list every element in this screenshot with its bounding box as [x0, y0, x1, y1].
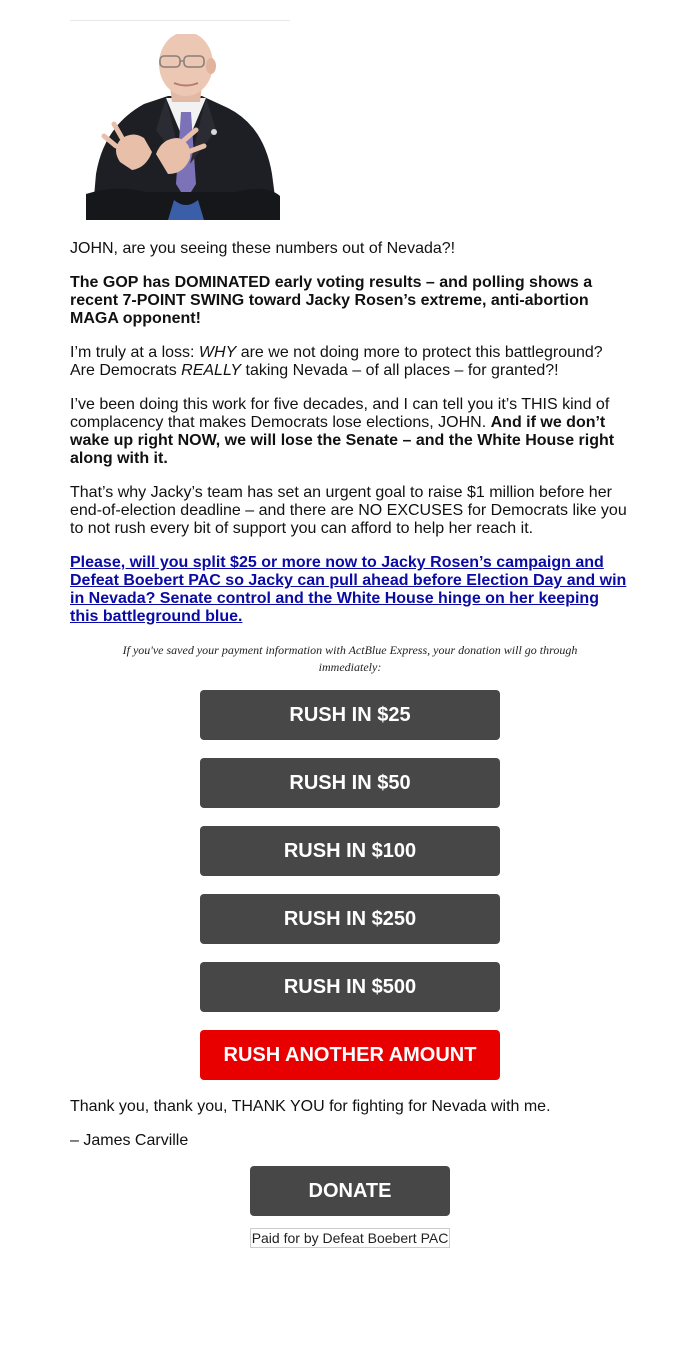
rush-25-button[interactable]: RUSH IN $25	[200, 690, 500, 740]
paragraph-complacency-plain: I’ve been doing this work for five decades, and I can tell you it’s THIS kind of complacency that makes Democrats lose elections, JOHN.	[70, 396, 610, 431]
paragraph-complacency	[70, 396, 630, 468]
paragraph-question-part-1: I’m truly at a loss:	[70, 344, 199, 361]
rush-50-button[interactable]: RUSH IN $50	[200, 758, 500, 808]
paid-for-disclaimer: Paid for by Defeat Boebert PAC	[251, 1230, 449, 1246]
rush-500-button[interactable]: RUSH IN $500	[200, 962, 500, 1012]
james-carville-photo	[86, 34, 280, 220]
rush-250-button[interactable]: RUSH IN $250	[200, 894, 500, 944]
rush-100-button[interactable]: RUSH IN $100	[200, 826, 500, 876]
paragraph-question-part-3: taking Nevada – of all places – for granted?!	[241, 362, 559, 379]
donate-button[interactable]: DONATE	[250, 1166, 450, 1216]
emphasis-really: REALLY	[181, 362, 242, 379]
cta-paragraph	[70, 554, 630, 626]
signature: – James Carville	[70, 1132, 189, 1149]
intro-text: JOHN, are you seeing these numbers out of Nevada?!	[70, 240, 456, 257]
paragraph-complacency-bold: And if we don’t wake up right NOW, we will lose the Senate – and the White House right along with it.	[70, 414, 615, 467]
paragraph-goal: That’s why Jacky’s team has set an urgent goal to raise $1 million before her end-of-election deadline – and there are NO EXCUSES for Democrats like you to not rush every bit of support you can afford to help her reach it.	[70, 484, 627, 537]
portrait-illustration	[86, 34, 280, 220]
top-divider	[70, 20, 290, 21]
thanks-text: Thank you, thank you, THANK YOU for fighting for Nevada with me.	[70, 1098, 551, 1115]
rush-another-amount-button[interactable]: RUSH ANOTHER AMOUNT	[200, 1030, 500, 1080]
paragraph-question	[70, 344, 630, 380]
actblue-express-note: If you've saved your payment information with ActBlue Express, your donation will go through immediately:	[122, 643, 578, 674]
emphasis-why: WHY	[198, 344, 237, 361]
headline-text: The GOP has DOMINATED early voting results – and polling shows a recent 7-POINT SWING toward Jacky Rosen’s extreme, anti-abortion MAGA opponent!	[70, 274, 593, 327]
email-body	[70, 240, 630, 1248]
paragraph-question-part-2: are we not doing more to protect this battleground? Are Democrats	[70, 344, 603, 379]
split-donation-link[interactable]: Please, will you split $25 or more now to Jacky Rosen’s campaign and Defeat Boebert PAC so Jacky can pull ahead before Election Day and win in Nevada? Senate control and the White House hinge on her keeping this battleground blue.	[70, 554, 627, 625]
